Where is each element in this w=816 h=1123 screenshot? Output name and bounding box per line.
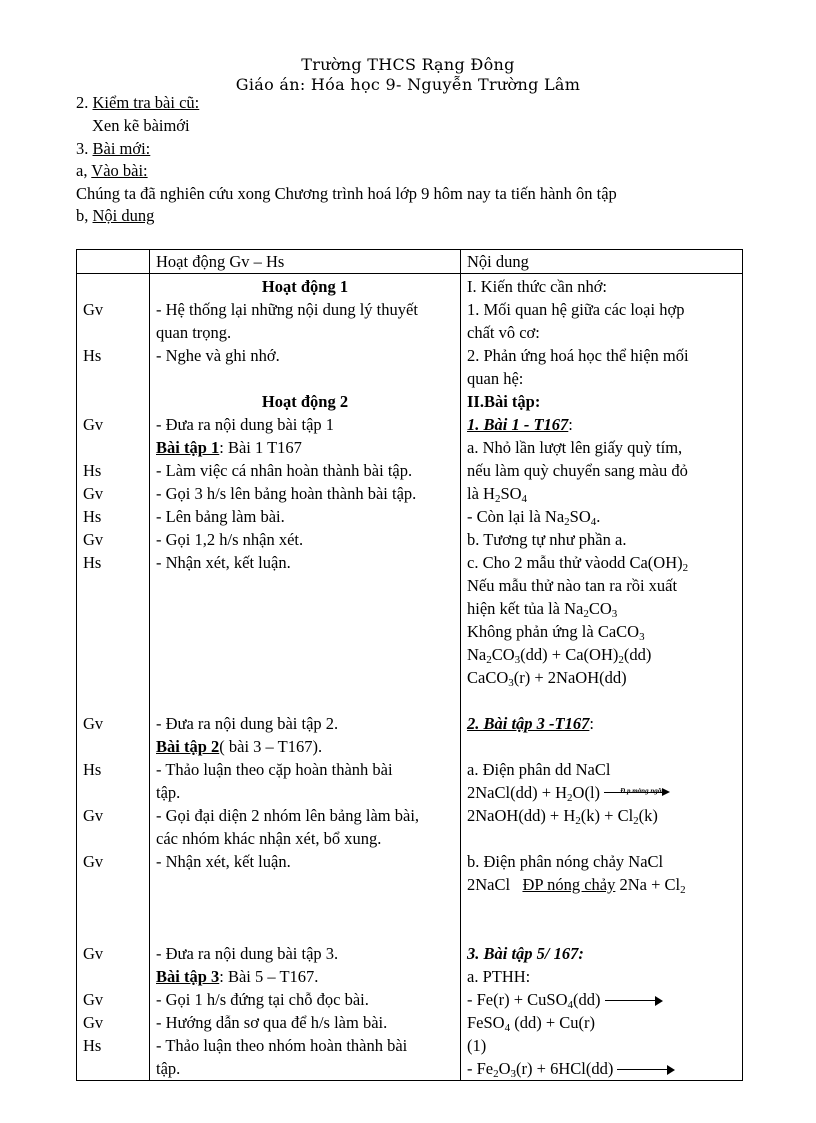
table-body-row — [77, 274, 743, 1081]
table-header-row — [77, 250, 743, 274]
exercise-3-label: Bài tập 3 — [156, 967, 220, 986]
section-a: a, Vào bài: — [76, 161, 148, 180]
molten-electrolysis-arrow: ĐP nóng chảy — [522, 875, 616, 894]
role-gv: Gv — [83, 990, 104, 1009]
exercise-1-title: 1. Bài 1 - T167 — [467, 415, 569, 434]
section-b-title: Nội dung — [92, 206, 155, 225]
activity-1-heading: Hoạt động 1 — [261, 277, 349, 296]
activity-2-heading: Hoạt động 2 — [261, 392, 349, 411]
role-gv: Gv — [83, 300, 104, 319]
section-3: 3. Bài mới: — [76, 139, 151, 158]
reaction-arrow-icon — [605, 996, 663, 1006]
header-lesson: Giáo án: Hóa học 9- Nguyễn Trường Lâm — [235, 75, 581, 94]
exercise-2-label: Bài tập 2 — [156, 737, 220, 756]
section-3-title: Bài mới: — [92, 139, 151, 158]
equation-electrolysis-solution: 2NaCl(dd) + $H_2O(l)$ Đ.p.màng ngăn — [467, 781, 736, 804]
membrane-electrolysis-arrow-icon: Đ.p.màng ngăn — [604, 781, 670, 801]
section-2: 2. Kiểm tra bài cũ: — [76, 93, 200, 112]
role-hs: Hs — [83, 553, 102, 572]
equation-fe-cuso4: - Fe(r) + CuSO$_4$(dd) — [467, 988, 736, 1011]
role-gv: Gv — [83, 806, 104, 825]
role-hs: Hs — [83, 346, 102, 365]
exercise-2-title: 2. Bài tập 3 -T167 — [467, 714, 590, 733]
section-a-title: Vào bài: — [91, 161, 148, 180]
equation-fe2o3-hcl: - $Fe_2O_3(r) + 6HCl(dd)$ — [467, 1057, 736, 1080]
role-gv: Gv — [83, 852, 104, 871]
content-column: I. Kiến thức cần nhớ: 1. Mối quan hệ giữa các loại hợp chất vô cơ: 2. Phản ứng hoá học thể hiện mối quan hệ: II.Bài tập: 1. Bài 1 - T167: a. Nhỏ lần lượt lên giấy quỳ tím, nếu làm quỳ chuyển sang màu đỏ là $H_2SO_4$ - Còn lại là $Na_2SO_4$. b. Tương tự như phần a. c. Cho 2 mẫu thử vàodd $Ca(OH)_2$ Nếu mẫu thử nào tan ra rồi xuất hiện kết tủa là $Na_2CO_3$ Không phản ứng là CaCO$_3$ $Na_2CO_3(dd) + Ca(OH)_2(dd)$ CaCO$_3$(r) + 2NaOH(dd) 2. Bài tập 3 -T167: a. Điện phân dd NaCl 2NaCl(dd) + $H_2O(l)$ Đ.p.màng ngăn 2NaOH(dd) + $H_2(k) + Cl_2(k)$ b. Điện phân nóng chảy NaCl 2NaCl ĐP nóng chảy $2Na + Cl_2$ 3. Bài tập 5/ 167: a. PTHH: - Fe(r) + CuSO$_4$(dd) FeSO$_4$ (dd) + Cu(r) (1) - $Fe_2O_3(r) + 6HCl(dd)$ — [461, 274, 743, 1081]
header-cell-content: Nội dung — [461, 250, 743, 274]
section-b: b, Nội dung — [76, 206, 155, 225]
role-gv: Gv — [83, 530, 104, 549]
equation-1-product: CaCO$_3$(r) + 2NaOH(dd) — [467, 668, 627, 689]
role-gv: Gv — [83, 1013, 104, 1032]
role-column — [77, 274, 150, 1081]
section-2-text: Xen kẽ bàimới — [92, 116, 190, 135]
role-gv: Gv — [83, 484, 104, 503]
equation-molten-electrolysis: 2NaCl ĐP nóng chảy $2Na + Cl_2$ — [467, 875, 686, 896]
role-hs: Hs — [83, 1036, 102, 1055]
role-gv: Gv — [83, 714, 104, 733]
role-hs: Hs — [83, 461, 102, 480]
header-cell-activity: Hoạt động Gv – Hs — [150, 250, 461, 274]
exercise-1-label: Bài tập 1 — [156, 438, 220, 457]
role-hs: Hs — [83, 760, 102, 779]
reaction-arrow-icon — [617, 1065, 675, 1075]
role-hs: Hs — [83, 507, 102, 526]
section-a-text: Chúng ta đã nghiên cứu xong Chương trình hoá lớp 9 hôm nay ta tiến hành ôn tập — [76, 184, 617, 203]
role-gv: Gv — [83, 415, 104, 434]
exercises-heading: II.Bài tập: — [467, 392, 541, 411]
equation-fe-cuso4-products: FeSO$_4$ (dd) + Cu(r) — [467, 1013, 596, 1034]
header-cell-role — [77, 250, 150, 274]
equation-electrolysis-products: 2NaOH(dd) + $H_2(k) + Cl_2(k)$ — [467, 806, 658, 827]
exercise-3-title: 3. Bài tập 5/ 167: — [467, 944, 584, 963]
activity-column: Hoạt động 1 - Hệ thống lại những nội dung lý thuyết quan trọng. - Nghe và ghi nhớ. Hoạt động 2 - Đưa ra nội dung bài tập 1 Bài tập 1: Bài 1 T167 - Làm việc cá nhân hoàn thành bài tập. - Gọi 3 h/s lên bảng hoàn thành bài tập. - Lên bảng làm bài. - Gọi 1,2 h/s nhận xét. - Nhận xét, kết luận. - Đưa ra nội dung bài tập 2. Bài tập 2( bài 3 – T167). - Thảo luận theo cặp hoàn thành bài tập. - Gọi đại diện 2 nhóm lên bảng làm bài, các nhóm khác nhận xét, bổ xung. - Nhận xét, kết luận. - Đưa ra nội dung bài tập 3. Bài tập 3: Bài 5 – T167. - Gọi 1 h/s đứng tại chỗ đọc bài. - Hướng dẫn sơ qua để h/s làm bài. - Thảo luận theo nhóm hoàn thành bài tập. — [150, 274, 461, 1081]
role-gv: Gv — [83, 944, 104, 963]
section-2-title: Kiểm tra bài cũ: — [92, 93, 200, 112]
header-school: Trường THCS Rạng Đông — [301, 55, 515, 74]
lesson-table — [76, 249, 743, 1081]
equation-1: $Na_2CO_3(dd) + Ca(OH)_2(dd)$ — [467, 645, 652, 666]
